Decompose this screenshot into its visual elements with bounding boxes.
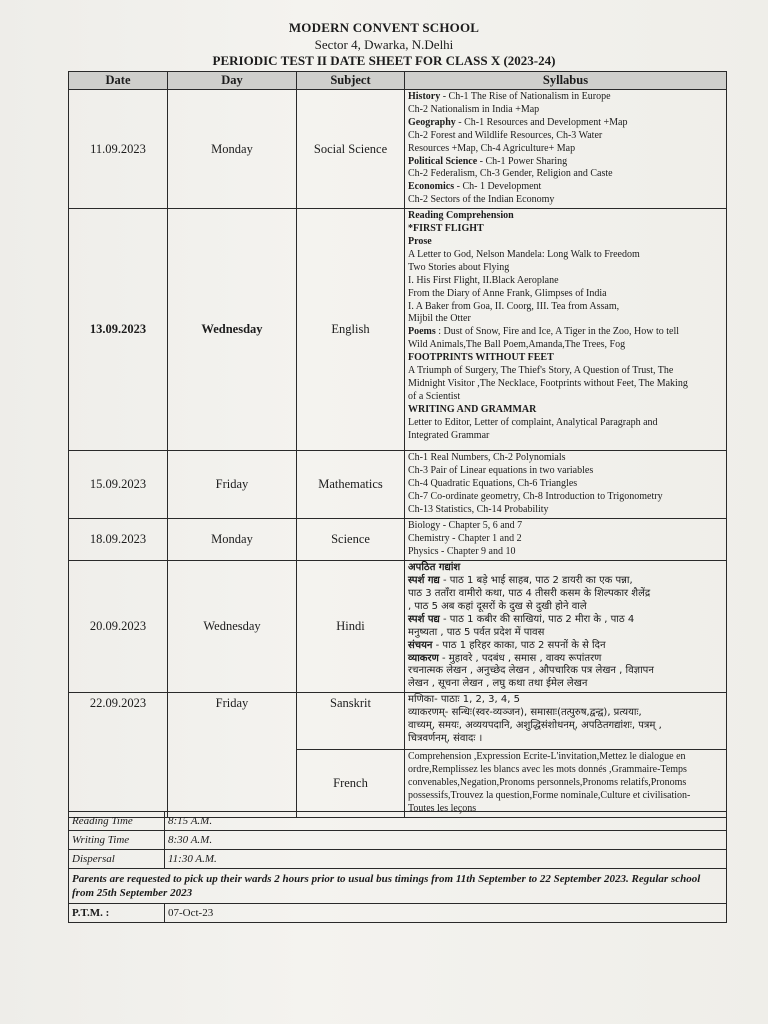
syllabus-line	[408, 262, 724, 275]
syllabus-line	[408, 452, 724, 465]
exam-date: 15.09.2023	[69, 451, 168, 519]
column-header-syllabus: Syllabus	[405, 72, 727, 90]
syllabus-line	[408, 601, 724, 614]
syllabus-cell	[405, 750, 727, 818]
school-address: Sector 4, Dwarka, N.Delhi	[314, 37, 454, 52]
syllabus-line	[408, 764, 724, 777]
syllabus-line	[408, 575, 724, 588]
ptm-date: 07-Oct-23	[165, 904, 727, 923]
syllabus-line	[408, 665, 724, 678]
table-row	[69, 451, 727, 519]
exam-day: Wednesday	[168, 209, 297, 451]
syllabus-line	[408, 465, 724, 478]
syllabus-line	[408, 326, 724, 339]
syllabus-line	[408, 678, 724, 691]
syllabus-text: Ch-13 Statistics, Ch-14 Probability	[408, 503, 549, 515]
syllabus-line	[408, 249, 724, 262]
syllabus-heading: Geography	[408, 116, 456, 128]
syllabus-line	[408, 236, 724, 249]
syllabus-text: पाठ 3 तताँरा वामीरो कथा, पाठ 4 तीसरी कसम के शिल्पकार शैलेंद्र	[408, 587, 651, 599]
note-row	[69, 869, 727, 904]
parent-notice: Parents are requested to pick up their wards 2 hours prior to usual bus timings from 11th September to 22 September 2023. Regular school from 25th September 2023	[69, 869, 727, 904]
syllabus-heading: स्पर्श पद्य	[408, 613, 440, 625]
syllabus-text: , पाठ 5 अब कहां दूसरों के दुख से दुखी होने वाले	[408, 600, 587, 612]
exam-date: 11.09.2023	[69, 90, 168, 209]
syllabus-text: - Ch-1 The Rise of Nationalism in Europe	[440, 91, 611, 102]
syllabus-line	[408, 491, 724, 504]
exam-day: Monday	[168, 90, 297, 209]
syllabus-line	[408, 614, 724, 627]
syllabus-text: Wild Animals,The Ball Poem,Amanda,The Trees, Fog	[408, 339, 626, 351]
ptm-label: P.T.M. :	[69, 904, 165, 923]
syllabus-line	[408, 210, 724, 223]
ptm-row	[69, 904, 727, 923]
syllabus-text: Ch-2 Sectors of the Indian Economy	[408, 194, 555, 206]
syllabus-text: of a Scientist	[408, 390, 461, 402]
syllabus-heading: Poems	[408, 326, 436, 338]
syllabus-heading: Political Science	[408, 155, 478, 167]
syllabus-text: I. His First Flight, II.Black Aeroplane	[408, 274, 559, 286]
column-header-subject: Subject	[297, 72, 405, 90]
exam-day: Wednesday	[168, 561, 297, 693]
syllabus-text: - पाठ 1 बड़े भाई साहब, पाठ 2 डायरी का एक पन्ना,	[439, 575, 633, 587]
syllabus-cell	[405, 90, 727, 209]
exam-subject: Social Science	[297, 90, 405, 209]
exam-date: 13.09.2023	[69, 209, 168, 451]
syllabus-cell	[405, 693, 727, 750]
column-header-day: Day	[168, 72, 297, 90]
syllabus-heading: Reading Comprehension	[408, 210, 514, 222]
school-name: MODERN CONVENT SCHOOL	[288, 20, 480, 35]
exam-subject: French	[297, 750, 405, 818]
syllabus-heading: व्याकरण	[408, 652, 439, 664]
syllabus-text: - पाठ 1 कबीर की साखियां, पाठ 2 मीरा के , पाठ 4	[439, 613, 635, 625]
syllabus-text: Midnight Visitor ,The Necklace, Footprints without Feet, The Making	[408, 377, 688, 389]
table-row	[69, 209, 727, 451]
syllabus-heading: History	[408, 91, 441, 102]
syllabus-cell	[405, 561, 727, 693]
syllabus-line	[408, 365, 724, 378]
timing-value: 8:30 A.M.	[165, 831, 727, 850]
syllabus-text: convenables,Negation,Pronoms personnels,Pronoms relatifs,Pronoms	[408, 777, 687, 789]
syllabus-text: Two Stories about Flying	[408, 261, 510, 273]
exam-subject: Hindi	[297, 561, 405, 693]
syllabus-line	[408, 790, 724, 803]
syllabus-line	[408, 404, 724, 417]
syllabus-text: Resources +Map, Ch-4 Agriculture+ Map	[408, 142, 576, 154]
timings-table	[68, 811, 727, 923]
syllabus-cell	[405, 451, 727, 519]
syllabus-text: - Ch- 1 Development	[454, 181, 542, 193]
syllabus-line	[408, 627, 724, 640]
timing-value: 8:15 A.M.	[165, 812, 727, 831]
syllabus-text: A Letter to God, Nelson Mandela: Long Walk to Freedom	[408, 248, 640, 260]
syllabus-text: Physics - Chapter 9 and 10	[408, 545, 516, 557]
syllabus-line	[408, 130, 724, 143]
exam-subject: Mathematics	[297, 451, 405, 519]
timing-label: Writing Time	[69, 831, 165, 850]
syllabus-line	[408, 156, 724, 169]
syllabus-line	[408, 391, 724, 404]
syllabus-heading: Prose	[408, 235, 432, 247]
syllabus-text: व्याकरणम्- सन्धिः(स्वर-व्यञ्जन), समासाः(तत्पुरुष,द्वन्द्व), प्रत्ययाः,	[408, 707, 642, 719]
syllabus-line	[408, 504, 724, 517]
syllabus-line	[408, 430, 724, 443]
syllabus-text: - Ch-1 Power Sharing	[477, 155, 568, 167]
syllabus-text: रचनात्मक लेखन , अनुच्छेद लेखन , औपचारिक पत्र लेखन , विज्ञापन	[408, 665, 654, 677]
page-title: PERIODIC TEST II DATE SHEET FOR CLASS X (2023-24)	[212, 53, 556, 68]
syllabus-line	[408, 417, 724, 430]
syllabus-heading: संचयन	[408, 639, 433, 651]
table-row	[69, 561, 727, 693]
syllabus-line	[408, 168, 724, 181]
syllabus-line	[408, 733, 724, 746]
syllabus-line	[408, 653, 724, 666]
syllabus-text: : Dust of Snow, Fire and Ice, A Tiger in the Zoo, How to tell	[435, 326, 680, 338]
table-header-row	[69, 72, 727, 90]
timing-row	[69, 850, 727, 869]
syllabus-line	[408, 588, 724, 601]
syllabus-text: मणिका- पाठाः 1, 2, 3, 4, 5	[408, 694, 520, 706]
exam-subject: Sanskrit	[297, 693, 405, 750]
syllabus-heading: Economics	[408, 181, 455, 193]
syllabus-text: Ch-2 Federalism, Ch-3 Gender, Religion and Caste	[408, 168, 613, 180]
syllabus-text: - मुहावरे , पदबंध , समास , वाक्य रूपांतरण	[438, 652, 602, 664]
timing-label: Reading Time	[69, 812, 165, 831]
syllabus-text: Ch-4 Quadratic Equations, Ch-6 Triangles	[408, 477, 578, 489]
syllabus-line	[408, 194, 724, 207]
syllabus-heading: स्पर्श गद्य	[408, 575, 440, 587]
syllabus-line	[408, 694, 724, 707]
syllabus-text: चित्रवर्णनम्, संवादः ।	[408, 732, 483, 744]
syllabus-line	[408, 339, 724, 352]
syllabus-cell	[405, 209, 727, 451]
syllabus-text: I. A Baker from Goa, II. Coorg, III. Tea from Assam,	[408, 300, 620, 312]
syllabus-line	[408, 751, 724, 764]
syllabus-heading: अपठित गद्यांश	[408, 562, 461, 574]
syllabus-heading: FOOTPRINTS WITHOUT FEET	[408, 352, 554, 364]
syllabus-line	[408, 777, 724, 790]
syllabus-line	[408, 117, 724, 130]
date-sheet-table	[68, 71, 727, 818]
exam-date: 18.09.2023	[69, 519, 168, 561]
syllabus-line	[408, 223, 724, 236]
syllabus-text: ordre,Remplissez les blancs avec les mots donnés ,Grammaire-Temps	[408, 764, 687, 776]
syllabus-line	[408, 288, 724, 301]
syllabus-text: A Triumph of Surgery, The Thief's Story, A Question of Trust, The	[408, 365, 674, 377]
syllabus-text: Biology - Chapter 5, 6 and 7	[408, 520, 523, 532]
table-row	[69, 90, 727, 209]
exam-day: Monday	[168, 519, 297, 561]
exam-subject: Science	[297, 519, 405, 561]
syllabus-text: Letter to Editor, Letter of complaint, Analytical Paragraph and	[408, 416, 658, 428]
syllabus-line	[408, 478, 724, 491]
syllabus-line	[408, 275, 724, 288]
exam-day: Friday	[168, 693, 297, 818]
timing-row	[69, 831, 727, 850]
syllabus-text: वाच्यम्, समयः, अव्ययपदानि, अशुद्धिसंशोधनम्, अपठितगद्यांशः, पत्रम् ,	[408, 720, 662, 732]
syllabus-text: Mijbil the Otter	[408, 313, 471, 325]
syllabus-text: - Ch-1 Resources and Development +Map	[455, 116, 628, 128]
syllabus-line	[408, 91, 724, 104]
column-header-date: Date	[69, 72, 168, 90]
syllabus-text: Ch-2 Nationalism in India +Map	[408, 103, 540, 115]
syllabus-heading: WRITING AND GRAMMAR	[408, 403, 537, 415]
syllabus-line	[408, 707, 724, 720]
timing-value: 11:30 A.M.	[165, 850, 727, 869]
syllabus-text: From the Diary of Anne Frank, Glimpses of India	[408, 287, 607, 299]
syllabus-text: लेखन , सूचना लेखन , लघु कथा तथा ईमेल लेखन	[408, 678, 588, 690]
table-row	[69, 519, 727, 561]
timing-label: Dispersal	[69, 850, 165, 869]
syllabus-line	[408, 352, 724, 365]
syllabus-text: Chemistry - Chapter 1 and 2	[408, 533, 522, 545]
syllabus-heading: *FIRST FLIGHT	[408, 223, 484, 235]
syllabus-text: Ch-2 Forest and Wildlife Resources, Ch-3 Water	[408, 129, 603, 141]
syllabus-text: Ch-7 Co-ordinate geometry, Ch-8 Introduction to Trigonometry	[408, 490, 663, 502]
table-row	[69, 693, 727, 750]
exam-date: 22.09.2023	[69, 693, 168, 818]
syllabus-line	[408, 562, 724, 575]
syllabus-text: Comprehension ,Expression Ecrite-L'invitation,Mettez le dialogue en	[408, 751, 686, 763]
exam-day: Friday	[168, 451, 297, 519]
exam-subject: English	[297, 209, 405, 451]
syllabus-line	[408, 533, 724, 546]
syllabus-text: मनुष्यता , पाठ 5 पर्वत प्रदेश में पावस	[408, 626, 545, 638]
syllabus-text: Toutes les leçons	[408, 802, 477, 814]
syllabus-line	[408, 104, 724, 117]
syllabus-text: possessifs,Trouvez la question,Forme nominale,Culture et civilisation-	[408, 789, 691, 801]
syllabus-line	[408, 546, 724, 559]
syllabus-text: Ch-1 Real Numbers, Ch-2 Polynomials	[408, 452, 566, 464]
syllabus-line	[408, 301, 724, 314]
syllabus-line	[408, 720, 724, 733]
syllabus-line	[408, 520, 724, 533]
syllabus-text: - पाठ 1 हरिहर काका, पाठ 2 सपनों के से दिन	[432, 639, 606, 651]
syllabus-text: Ch-3 Pair of Linear equations in two variables	[408, 465, 594, 477]
timing-row	[69, 812, 727, 831]
syllabus-cell	[405, 519, 727, 561]
syllabus-line	[408, 378, 724, 391]
syllabus-text: Integrated Grammar	[408, 429, 490, 441]
syllabus-line	[408, 181, 724, 194]
syllabus-line	[408, 640, 724, 653]
syllabus-line	[408, 143, 724, 156]
exam-date: 20.09.2023	[69, 561, 168, 693]
syllabus-line	[408, 313, 724, 326]
